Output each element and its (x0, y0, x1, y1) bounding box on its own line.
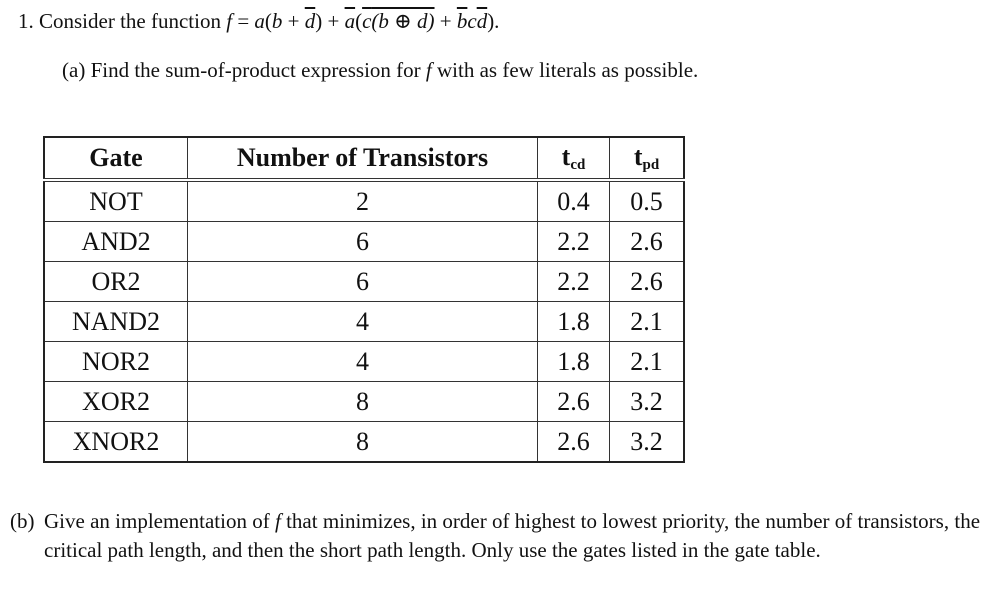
function-expression: $f = a(b + \overline{d}) + \overline{a}(\overline{c}(b$ ⊕ $d) + \overline{b}c\overline{d}$). (226, 9, 500, 33)
tcd-cell: 1.8 (538, 302, 610, 342)
table-row (44, 422, 684, 463)
gate-cell: NOR2 (44, 342, 188, 382)
transistors-cell: 2 (188, 180, 538, 222)
table-row (44, 180, 684, 222)
header-gate: Gate (44, 137, 188, 180)
header-transistors: Number of Transistors (188, 137, 538, 180)
transistors-cell: 6 (188, 262, 538, 302)
question-number: 1. (18, 9, 34, 33)
tpd-cell: 3.2 (610, 382, 685, 422)
tpd-cell: 0.5 (610, 180, 685, 222)
tcd-cell: 1.8 (538, 342, 610, 382)
transistors-cell: 4 (188, 302, 538, 342)
part-a-label: (a) (62, 58, 86, 82)
header-tcd: $t_{cd}$ (538, 137, 610, 180)
tpd-cell: 3.2 (610, 422, 685, 463)
table-row (44, 342, 684, 382)
transistors-cell: 8 (188, 422, 538, 463)
table-row (44, 302, 684, 342)
tpd-cell: 2.6 (610, 262, 685, 302)
tcd-cell: 0.4 (538, 180, 610, 222)
part-a-statement: (a) Find the sum-of-product expression for f with as few literals as possible. (62, 58, 699, 82)
tcd-cell: 2.6 (538, 422, 610, 463)
tcd-cell: 2.6 (538, 382, 610, 422)
header-tpd: $t_{pd}$ (610, 137, 685, 180)
gate-cell: XNOR2 (44, 422, 188, 463)
table-row (44, 382, 684, 422)
gate-cell: NOT (44, 180, 188, 222)
table-row (44, 262, 684, 302)
transistors-cell: 6 (188, 222, 538, 262)
question-statement (18, 9, 499, 33)
gate-cell: OR2 (44, 262, 188, 302)
gate-cell: XOR2 (44, 382, 188, 422)
tpd-cell: 2.1 (610, 342, 685, 382)
transistors-cell: 8 (188, 382, 538, 422)
question-intro: Consider the function (39, 9, 221, 33)
gate-cell: NAND2 (44, 302, 188, 342)
part-b-label: (b) (10, 509, 35, 533)
gate-cell: AND2 (44, 222, 188, 262)
table-row (44, 222, 684, 262)
tpd-cell: 2.6 (610, 222, 685, 262)
tpd-cell: 2.1 (610, 302, 685, 342)
tcd-cell: 2.2 (538, 262, 610, 302)
tcd-cell: 2.2 (538, 222, 610, 262)
transistors-cell: 4 (188, 342, 538, 382)
part-b-text: Give an implementation of f that minimizes, in order of highest to lowest priority, the number of transistors, the critical path length, and then the short path length. Only use the gates listed in the gate table. (44, 509, 981, 562)
gate-table (43, 136, 685, 463)
gate-table-header-row (44, 137, 684, 180)
